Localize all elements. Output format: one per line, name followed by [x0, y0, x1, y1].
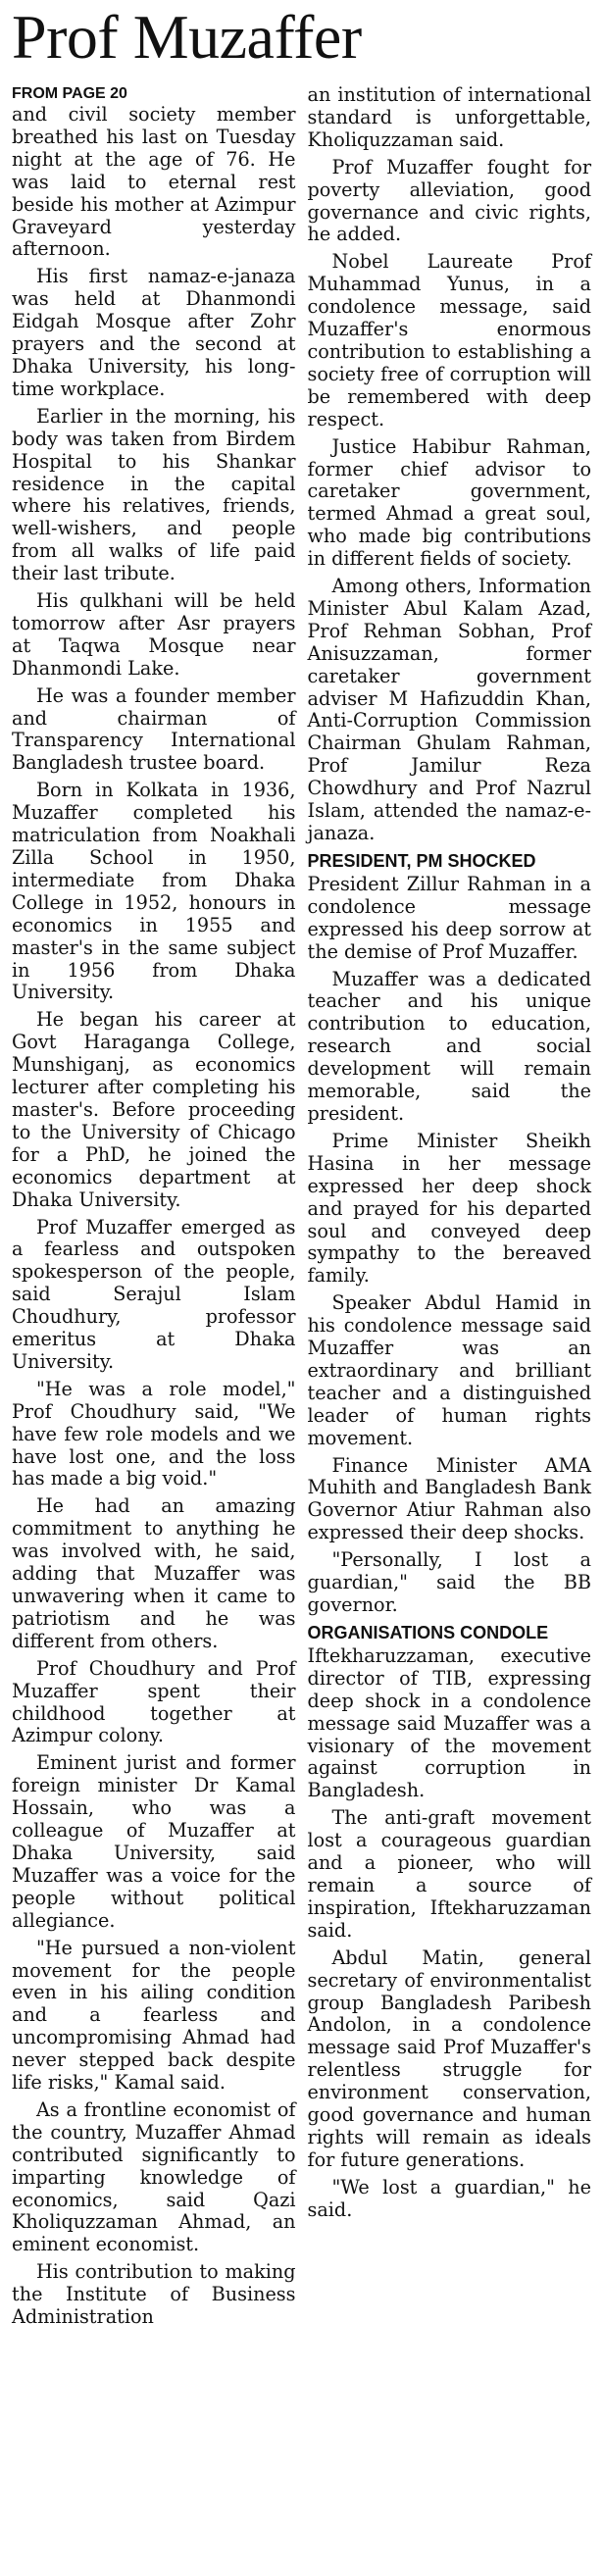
paragraph: Prof Choudhury and Prof Muzaffer spent their childhood together at Azimpur colony.	[12, 1656, 296, 1747]
paragraph: Iftekharuzzaman, executive director of TIB, expressing deep shock in a condolence message said Muzaffer was a visionary of the movement against corruption in Bangladesh.	[307, 1643, 591, 1802]
paragraph: an institution of international standard is unforgettable, Kholiquzzaman said.	[307, 83, 591, 151]
paragraph: Finance Minister AMA Muhith and Bangladesh Bank Governor Atiur Rahman also expressed their deep shocks.	[307, 1453, 591, 1544]
paragraph: Muzaffer was a dedicated teacher and his unique contribution to education, research and social development will remain memorable, said the president.	[307, 967, 591, 1125]
paragraph: The anti-graft movement lost a courageous guardian and a pioneer, who will remain a source of inspiration, Iftekharuzzaman said.	[307, 1806, 591, 1942]
paragraph: Nobel Laureate Prof Muhammad Yunus, in a condolence message, said Muzaffer's enormous contribution to establishing a society free of corruption will be remembered with deep respect.	[307, 250, 591, 430]
column-right	[308, 84, 592, 2227]
paragraph: President Zillur Rahman in a condolence message expressed his deep sorrow at the demise of Prof Muzaffer.	[307, 872, 591, 963]
paragraph: "He pursued a non-violent movement for the people even in his ailing condition and a fearless and uncompromising Ahmad had never stepped back despite life risks," Kamal said.	[12, 1936, 296, 2095]
paragraph: He had an amazing commitment to anything he was involved with, he said, adding that Muzaffer was unwavering when it came to patriotism and he was different from others.	[12, 1494, 296, 1652]
paragraph: "Personally, I lost a guardian," said the BB governor.	[307, 1548, 591, 1616]
paragraph: He was a founder member and chairman of Transparency International Bangladesh trustee board.	[12, 683, 296, 775]
subhead-president-pm: PRESIDENT, PM SHOCKED	[307, 850, 536, 871]
paragraph: Prof Muzaffer emerged as a fearless and outspoken spokesperson of the people, said Serajul Islam Choudhury, professor emeritus at Dhaka University.	[12, 1215, 296, 1373]
paragraph: Born in Kolkata in 1936, Muzaffer completed his matriculation from Noakhali Zilla School in 1950, intermediate from Dhaka College in 1952, honours in economics in 1955 and master's in the same subject in 1956 from Dhaka University.	[12, 779, 296, 1004]
paragraph: Abdul Matin, general secretary of environmentalist group Bangladesh Paribesh Andolon, in a condolence message said Prof Muzaffer's relentless struggle for environment conservation, good governance and human rights will remain as ideals for future generations.	[307, 1945, 591, 2171]
continuation-label: FROM PAGE 20	[12, 85, 127, 102]
paragraph: Eminent jurist and former foreign minister Dr Kamal Hossain, who was a colleague of Muzaffer at Dhaka University, said Muzaffer was a voice for the people without political allegiance.	[12, 1751, 296, 1932]
column-left	[12, 84, 296, 2334]
paragraph: His first namaz-e-janaza was held at Dhanmondi Eidgah Mosque after Zohr prayers and the second at Dhaka University, his long-time workplace.	[12, 265, 296, 400]
headline: Prof Muzaffer	[12, 2, 362, 72]
subhead-organisations: ORGANISATIONS CONDOLE	[307, 1622, 549, 1642]
paragraph: Speaker Abdul Hamid in his condolence message said Muzaffer was an extraordinary and brilliant teacher and a distinguished leader of human rights movement.	[307, 1291, 591, 1449]
paragraph: As a frontline economist of the country, Muzaffer Ahmad contributed significantly to imparting knowledge of economics, said Qazi Kholiquzzaman Ahmad, an eminent economist.	[12, 2097, 296, 2256]
column-right-organisations	[308, 1645, 592, 2222]
paragraph: His contribution to making the Institute of Business Administration	[12, 2260, 296, 2329]
paragraph: Earlier in the morning, his body was taken from Birdem Hospital to his Shankar residence in the capital where his relatives, friends, well-wishers, and people from all walks of life paid their last tribute.	[12, 404, 296, 585]
article-columns	[12, 84, 591, 2334]
paragraph: Justice Habibur Rahman, former chief advisor to caretaker government, termed Ahmad a great soul, who made big contributions in different fields of society.	[307, 434, 591, 571]
paragraph: He began his career at Govt Haraganga College, Munshiganj, as economics lecturer after completing his master's. Before proceeding to the University of Chicago for a PhD, he joined the economics department at Dhaka University.	[12, 1008, 296, 1211]
paragraph: "He was a role model," Prof Choudhury said, "We have few role models and we have lost one, and the loss has made a big void."	[12, 1377, 296, 1490]
column-right-president	[308, 874, 592, 1617]
paragraph: Prof Muzaffer fought for poverty alleviation, good governance and civic rights, he added.	[307, 155, 591, 246]
paragraph: Among others, Information Minister Abul Kalam Azad, Prof Rehman Sobhan, Prof Anisuzzaman, former caretaker government adviser M Hafizuddin Khan, Anti-Corruption Commission Chairman Ghulam Rahman, Prof Jamilur Reza Chowdhury and Prof Nazrul Islam, attended the namaz-e-janaza.	[307, 575, 591, 844]
paragraph: His qulkhani will be held tomorrow after Asr prayers at Taqwa Mosque near Dhanmondi Lake.	[12, 589, 296, 680]
paragraph: Prime Minister Sheikh Hasina in her message expressed her deep shock and prayed for his departed soul and conveyed deep sympathy to the bereaved family.	[307, 1129, 591, 1288]
paragraph: and civil society member breathed his last on Tuesday night at the age of 76. He was laid to eternal rest beside his mother at Azimpur Graveyard yesterday afternoon.	[12, 103, 296, 261]
paragraph: "We lost a guardian," he said.	[307, 2175, 591, 2221]
column-right-intro	[308, 84, 592, 845]
